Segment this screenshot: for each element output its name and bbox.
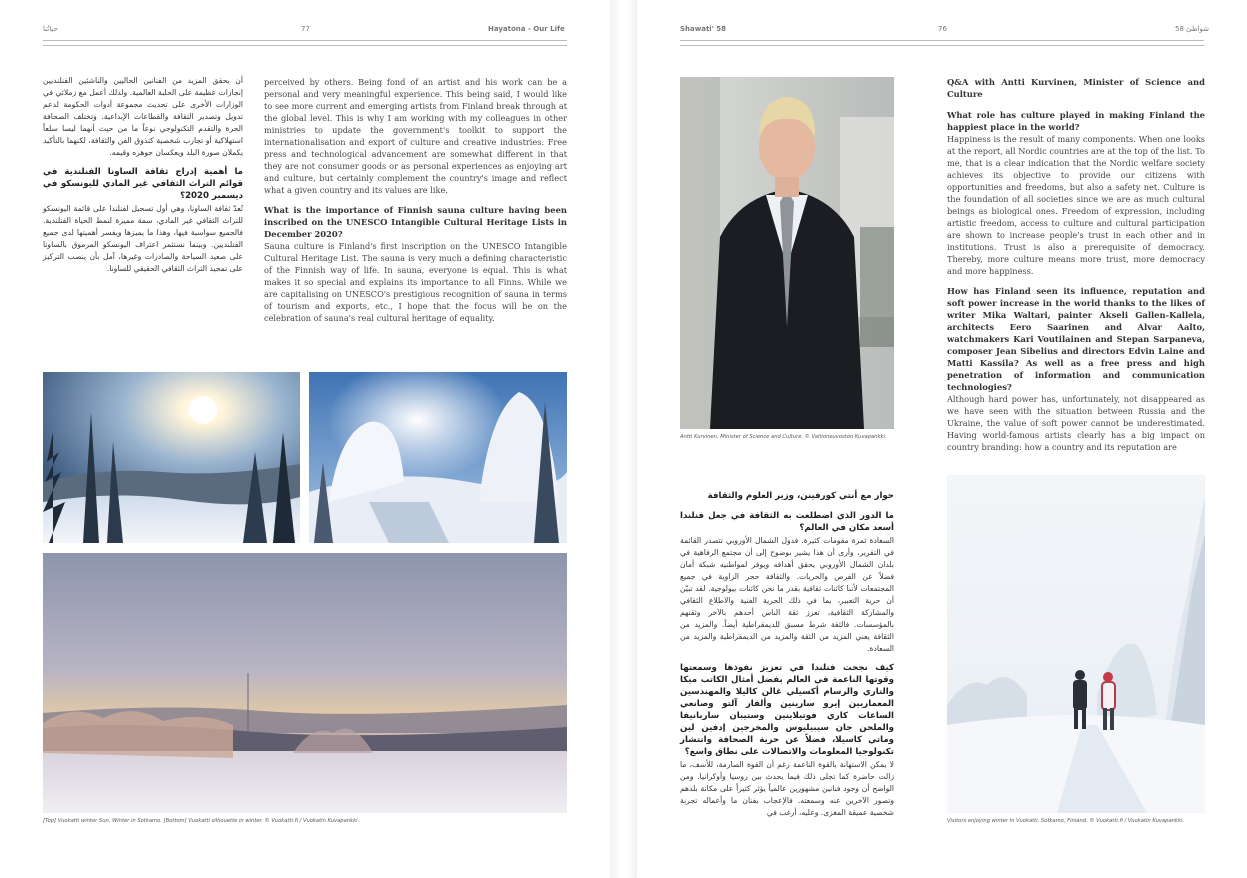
left-header-arabic-title: حياتُنا	[43, 25, 58, 33]
english-question-1: What role has culture played in making Finland the happiest place in the world?	[947, 110, 1205, 132]
interview-title: Q&A with Antti Kurvinen, Minister of Science and Culture	[947, 77, 1205, 99]
left-arabic-answer: تُعدّ ثقافة الساونا، وهي أول تسجيل لفنلندا على قائمة اليونسكو للتراث الثقافي غير المادي، سمة مميزة لنمط الحياة الفنلندية. فالجميع سواسية فيها، وهذا ما يميزها ويفسر أهميتها لدى جميع الفنلنديين. وبينما نستثمر اعتراف اليونسكو المرموق بالساونا على صعيد السياحة والصادرات وغيرها، آمل بأن ينصب التركيز على تمجيد التراث الثقافي الحقيقي للساونا.	[43, 204, 243, 273]
winter-in-sotkamo-photo	[309, 372, 567, 543]
left-page	[0, 0, 610, 878]
left-english-answer: Sauna culture is Finland's first inscription on the UNESCO Intangible Cultural Heritage List. The sauna is very much a defining characteristic of the Finnish way of life. In sauna, everyone is equal. This is what makes it so special and explains its importance to all Finns. While we are capitalising on UNESCO's prestigious recognition of sauna in terms of tourism and exports, etc., I hope that the focus will be on the celebration of sauna's real cultural heritage of equality.	[264, 241, 567, 323]
winter-sun-photo	[43, 372, 300, 543]
arabic-answer-2: لا يمكن الاستهانة بالقوة الناعمة رغم أن القوة الصارمة، للأسف، ما زالت حاضرة كما تجلى ذلك فيما يحدث بين روسيا وأوكرانيا. ومن الواضح أن وجود فنانين مشهورين عالمياً يؤثر كثيراً على مكانة بلدهم وتصور الآخرين عنه وسمعته. فالإعجاب بفنان ما وأعماله تجربة شخصية عميقة المغزى. وعليه، أرغب في	[680, 760, 894, 817]
english-answer-1: Happiness is the result of many components. When one looks at the report, all Nordic countries are at the top of the list. To me, that is a clear indication that the Nordic welfare society achieves its objective to provide our citizens with opportunities and freedoms, but also a safety net. Culture is the foundation of all societies since we are as much cultural beings as biological ones. Freedom of expression, including artistic freedom, access to culture and cultural participation are shown to increase people's trust in each other and in institutions. Trust is also a prerequisite of democracy. Thereby, more culture means more trust, more democracy and more happiness.	[947, 134, 1205, 276]
right-page-number: 76	[938, 25, 947, 33]
english-question-2: How has Finland seen its influence, reputation and soft power increase in the world thanks to the likes of writer Mika Waltari, painter Akseli Gallen-Kallela, architects Eero Saarinen and Alvar Aalto, watchmakers Kari Voutilainen and Stepan Sarpaneva, composer Jean Sibelius and directors Edvin Laine and Matti Kassila? As well as a free press and high penetration of information and communication technologies?	[947, 286, 1205, 392]
arabic-question-1: ما الدور الذي اضطلعت به الثقافة في جعل فنلندا أسعد مكان في العالم؟	[680, 511, 894, 533]
left-arabic-column	[43, 75, 243, 282]
winter-caption: Visitors enjoying winter in Vuokatti, Sotkamo, Finland. © Vuokatti.fi / Vuokatin Kuvapankki.	[947, 818, 1185, 824]
right-arabic-column	[680, 490, 894, 826]
winter-hikers-photo	[947, 475, 1205, 813]
english-answer-2: Although hard power has, unfortunately, not disappeared as we have seen with the situation between Russia and the Ukraine, the value of soft power cannot be underestimated. Having world-famous artists clearly has a big impact on country branding: how a country and its reputation are	[947, 394, 1205, 452]
portrait-caption: Antti Kurvinen, Minister of Science and Culture. © Valtioneuvoston Kuvapankki.	[680, 434, 887, 440]
right-header-rule	[680, 40, 1204, 46]
left-header-rule	[43, 40, 567, 46]
left-english-para: perceived by others. Being fond of an artist and his work can be a personal and very meaningful experience. This being said, I would like to see more current and emerging artists from Finland break through at the global level. This is why I am working with my colleagues in other ministries to update the government's toolkit to support the internationalisation and export of culture and creative industries. Free press and technological advancement are somewhat different in that they are not consumer goods or as personal experiences as enjoying art and culture, but certainly complement the country's image and reflect what a given country and its values are like.	[264, 77, 567, 195]
left-photo-caption: [Top] Vuokatti winter Sun. Winter in Sotkamo. [Bottom] Vuokatti silhouette in winter. © Vuokatti.fi / Vuokatin Kuvapankki.	[43, 818, 360, 824]
left-header-magazine: Hayatona - Our Life	[488, 25, 565, 33]
right-header-magazine: Shawati' 58	[680, 25, 727, 33]
left-english-question: What is the importance of Finnish sauna culture having been inscribed on the UNESCO Intangible Cultural Heritage Lists in December 2020?	[264, 205, 567, 239]
arabic-answer-1: السعادة ثمرة مقومات كثيرة. فدول الشمال الأوروبي تتصدر القائمة في التقرير، وأرى أن هذا يشير بوضوح إلى أن مجتمع الرفاهية في بلدان الشمال الأوروبي يحقق أهدافه ويوفر لمواطنيه شبكة أمان فضلاً عن الفرص والحريات. والثقافة حجر الزاوية في جميع المجتمعات لأننا كائنات ثقافية بقدر ما نحن كائنات بيولوجية. لقد تبيّن أن حرية التعبير، بما في ذلك الحرية الفنية والاطلاع الثقافي والمشاركة الثقافية، تعزز ثقة الناس أحدهم بالآخر وثقتهم بالمؤسسات. فالثقة شرط مسبق للديمقراطية أيضاً. والمزيد من الثقافة يعني المزيد من الثقة والمزيد من الديمقراطية والمزيد من السعادة.	[680, 536, 894, 653]
right-english-column	[947, 76, 1205, 461]
left-english-column	[264, 76, 567, 332]
spine-gutter	[610, 0, 637, 878]
right-page	[637, 0, 1247, 878]
arabic-interview-title: حوار مع أنتي كورفينن، وزير العلوم والثقافة	[707, 491, 894, 501]
left-arabic-question: ما أهمية إدراج ثقافة الساونا الفنلندية في قوائم التراث الثقافي غير المادي لليونسكو في ديسمبر 2020؟	[43, 167, 243, 201]
arabic-question-2: كيف نجحت فنلندا في تعزيز نفوذها وسمعتها وقوتها الناعمة في العالم بفضل أمثال الكاتب ميكا والتاري والرسام أكسيلي غالن كاليلا والمهندسين المعماريين إيرو سارينين وألفار آلتو وصانعي الساعات كاري فوتيلاينين وستيبان ساربانيفا والملحن جان سيبيليوس والمخرجين إدفين لين وماتي كاسيلا، فضلاً عن حرية الصحافة وانتشار تكنولوجيا المعلومات والاتصالات على نطاق واسع؟	[680, 663, 894, 757]
minister-portrait-photo	[680, 77, 894, 429]
vuokatti-silhouette-photo	[43, 553, 567, 813]
left-arabic-para: أن يحقق المزيد من الفنانين الحاليين والناشئين الفنلنديين إنجازات عظيمة على الحلبة العالمية. ولذلك أعمل مع زملائي في الوزارات الأخرى على تحديث مجموعة أدوات الحكومة لدعم تدويل وتصدير الثقافة والقطاعات الإبداعية. وتختلف الصحافة الحرة والتقدم التكنولوجي نوعاً ما من حيث أنهما ليسا سلعاً استهلاكية أو تجارب شخصية كتذوق الفن والثقافة، لكنهما بالتأكيد يكملان صورة البلد ويعكسان جوهره وقيمه.	[43, 76, 243, 157]
right-header-arabic-title: شواطئ 58	[1175, 25, 1209, 33]
left-page-number: 77	[301, 25, 310, 33]
